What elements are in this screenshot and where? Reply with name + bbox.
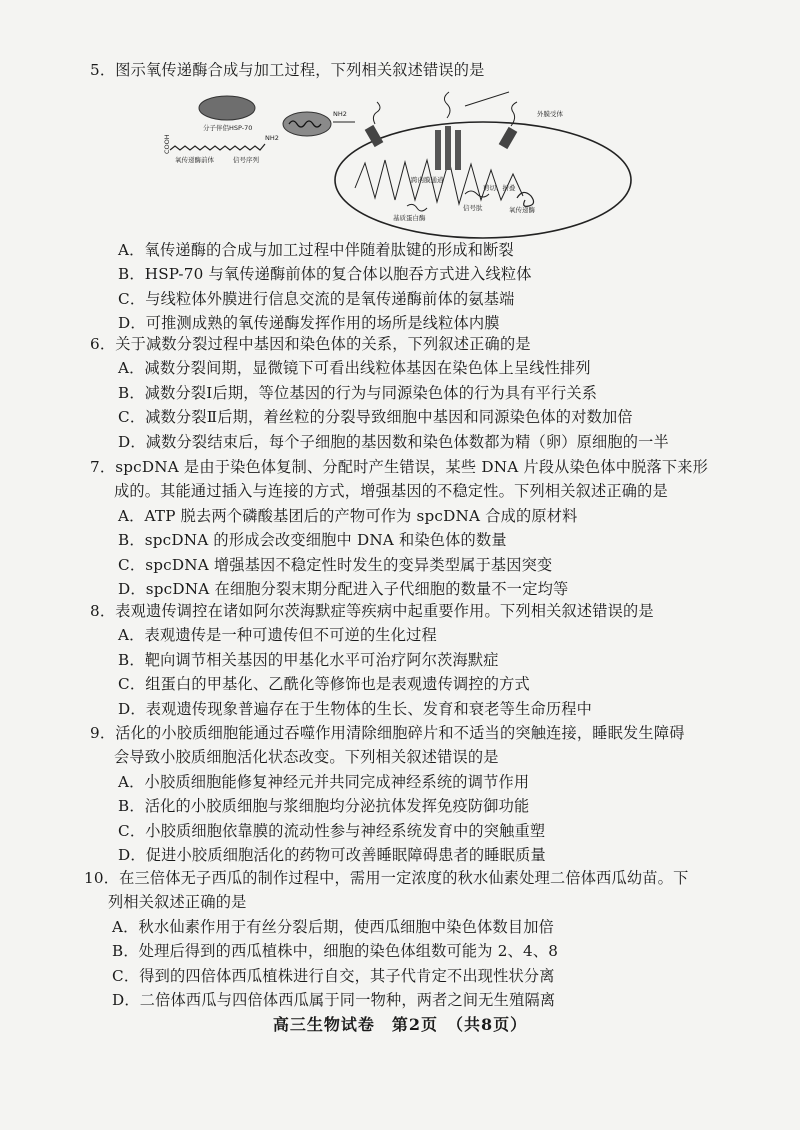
- receptor-left-chain: [373, 102, 380, 124]
- complex-shape: [283, 112, 331, 136]
- question-8-stem: 8．表观遗传调控在诸如阿尔茨海默症等疾病中起重要作用。下列相关叙述错误的是: [90, 602, 654, 620]
- question-9-stem-line-2: 会导致小胶质细胞活化状态改变。下列相关叙述错误的是: [114, 748, 499, 767]
- q8-option-d: D．表观遗传现象普遍存在于生物体的生长、发育和衰老等生命历程中: [118, 699, 593, 718]
- channel-label: 跨内膜通道: [411, 176, 444, 184]
- q8-option-c: C．组蛋白的甲基化、乙酰化等修饰也是表观遗传调控的方式: [118, 675, 530, 694]
- matrix-protease-label: 基质蛋白酶: [393, 214, 426, 222]
- mature-enzyme-label: 氧传递酶: [509, 206, 535, 214]
- channel-bar-2: [445, 126, 451, 170]
- q8-option-a: A．表观遗传是一种可遗传但不可逆的生化过程: [118, 626, 437, 645]
- question-6: [90, 332, 770, 454]
- precursor-chain-label: 氧传递酶前体: [175, 156, 214, 164]
- q7-option-b: B．spcDNA 的形成会改变细胞中 DNA 和染色体的数量: [118, 531, 507, 550]
- q9-option-b: B．活化的小胶质细胞与浆细胞均分泌抗体发挥免疫防御功能: [118, 797, 530, 816]
- cooh-label: COOH: [163, 134, 171, 154]
- channel-chain: [444, 92, 450, 118]
- q10-option-a: A．秋水仙素作用于有丝分裂后期，使西瓜细胞中染色体数目加倍: [112, 917, 555, 936]
- question-7: [90, 455, 770, 601]
- q10-option-d: D．二倍体西瓜与四倍体西瓜属于同一物种，两者之间无生殖隔离: [112, 991, 556, 1010]
- q6-option-b: B．减数分裂Ⅰ后期，等位基因的行为与同源染色体的行为具有平行关系: [118, 383, 598, 402]
- q6-option-c: C．减数分裂Ⅱ后期，着丝粒的分裂导致细胞中基因和同源染色体的对数加倍: [118, 408, 633, 427]
- q10-option-b: B．处理后得到的西瓜植株中，细胞的染色体组数可能为 2、4、8: [112, 942, 559, 961]
- q5-option-d: D．可推测成熟的氧传递酶发挥作用的场所是线粒体内膜: [118, 314, 500, 333]
- question-6-stem: 6．关于减数分裂过程中基因和染色体的关系，下列叙述正确的是: [90, 335, 531, 353]
- matrix-protease-shape: [407, 204, 427, 211]
- processing-label: 剪切、折叠: [483, 184, 516, 192]
- precursor-chain-shape: [170, 144, 265, 150]
- question-7-stem-line-2: 成的。其能通过插入与连接的方式，增强基因的不稳定性。下列相关叙述正确的是: [114, 482, 668, 501]
- receptor-right-shape: [499, 127, 518, 149]
- q5-option-b: B．HSP-70 与氧传递酶前体的复合体以胞吞方式进入线粒体: [118, 265, 532, 284]
- signal-seq-label: 信号序列: [233, 156, 259, 164]
- q8-option-b: B．靶向调节相关基因的甲基化水平可治疗阿尔茨海默症: [118, 650, 499, 669]
- signal-cut-label: 信号肽: [463, 204, 483, 212]
- question-9: [90, 721, 770, 867]
- q7-option-c: C．spcDNA 增强基因不稳定性时发生的变异类型属于基因突变: [118, 555, 553, 574]
- page-footer: 高三生物试卷 第2页 （共8页）: [272, 1015, 528, 1034]
- q7-option-d: D．spcDNA 在细胞分裂末期分配进入子代细胞的数量不一定均等: [118, 580, 569, 599]
- q9-option-a: A．小胶质细胞能修复神经元并共同完成神经系统的调节作用: [118, 772, 530, 791]
- q10-option-c: C．得到的四倍体西瓜植株进行自交，其子代肯定不出现性状分离: [112, 966, 555, 985]
- channel-bar-1: [435, 130, 441, 170]
- chaperone-label: 分子伴侣HSP-70: [203, 124, 253, 132]
- q5-option-c: C．与线粒体外膜进行信息交流的是氧传递酶前体的氨基端: [118, 289, 515, 308]
- question-10-stem-line-1: 10．在三倍体无子西瓜的制作过程中，需用一定浓度的秋水仙素处理二倍体西瓜幼苗。下: [84, 869, 689, 887]
- chaperone-hsp70-shape: [199, 96, 255, 120]
- question-5-stem: 5．图示氧传递酶合成与加工过程，下列相关叙述错误的是: [90, 61, 485, 79]
- question-7-stem-line-1: 7．spcDNA 是由于染色体复制、分配时产生错误，某些 DNA 片段从染色体中脱落下来形: [90, 458, 709, 476]
- q9-option-c: C．小胶质细胞依靠膜的流动性参与神经系统发育中的突触重塑: [118, 821, 546, 840]
- q9-option-d: D．促进小胶质细胞活化的药物可改善睡眠障碍患者的睡眠质量: [118, 846, 546, 865]
- channel-bar-3: [455, 130, 461, 170]
- nh2-bottom-label: NH2: [265, 134, 279, 142]
- receptor-label: 外膜受体: [537, 110, 563, 118]
- q6-option-a: A．减数分裂间期，显微镜下可看出线粒体基因在染色体上呈线性排列: [118, 359, 591, 378]
- pointer-top-right: [465, 92, 509, 106]
- question-10-stem-line-2: 列相关叙述正确的是: [108, 893, 247, 912]
- question-8: [90, 599, 770, 721]
- nh2-top-label: NH2: [333, 110, 347, 118]
- mature-enzyme-shape: [517, 192, 534, 206]
- question-10: [84, 866, 764, 1012]
- question-9-stem-line-1: 9．活化的小胶质细胞能通过吞噬作用清除细胞碎片和不适当的突触连接，睡眠发生障碍: [90, 724, 685, 742]
- q7-option-a: A．ATP 脱去两个磷酸基团后的产物可作为 spcDNA 合成的原材料: [118, 506, 578, 525]
- q5-option-a: A．氧传递酶的合成与加工过程中伴随着肽键的形成和断裂: [118, 241, 514, 259]
- question-5-options: [90, 238, 770, 336]
- q6-option-d: D．减数分裂结束后，每个子细胞的基因数和染色体数都为精（卵）原细胞的一半: [118, 432, 669, 451]
- mitochondria-import-diagram: [165, 78, 635, 238]
